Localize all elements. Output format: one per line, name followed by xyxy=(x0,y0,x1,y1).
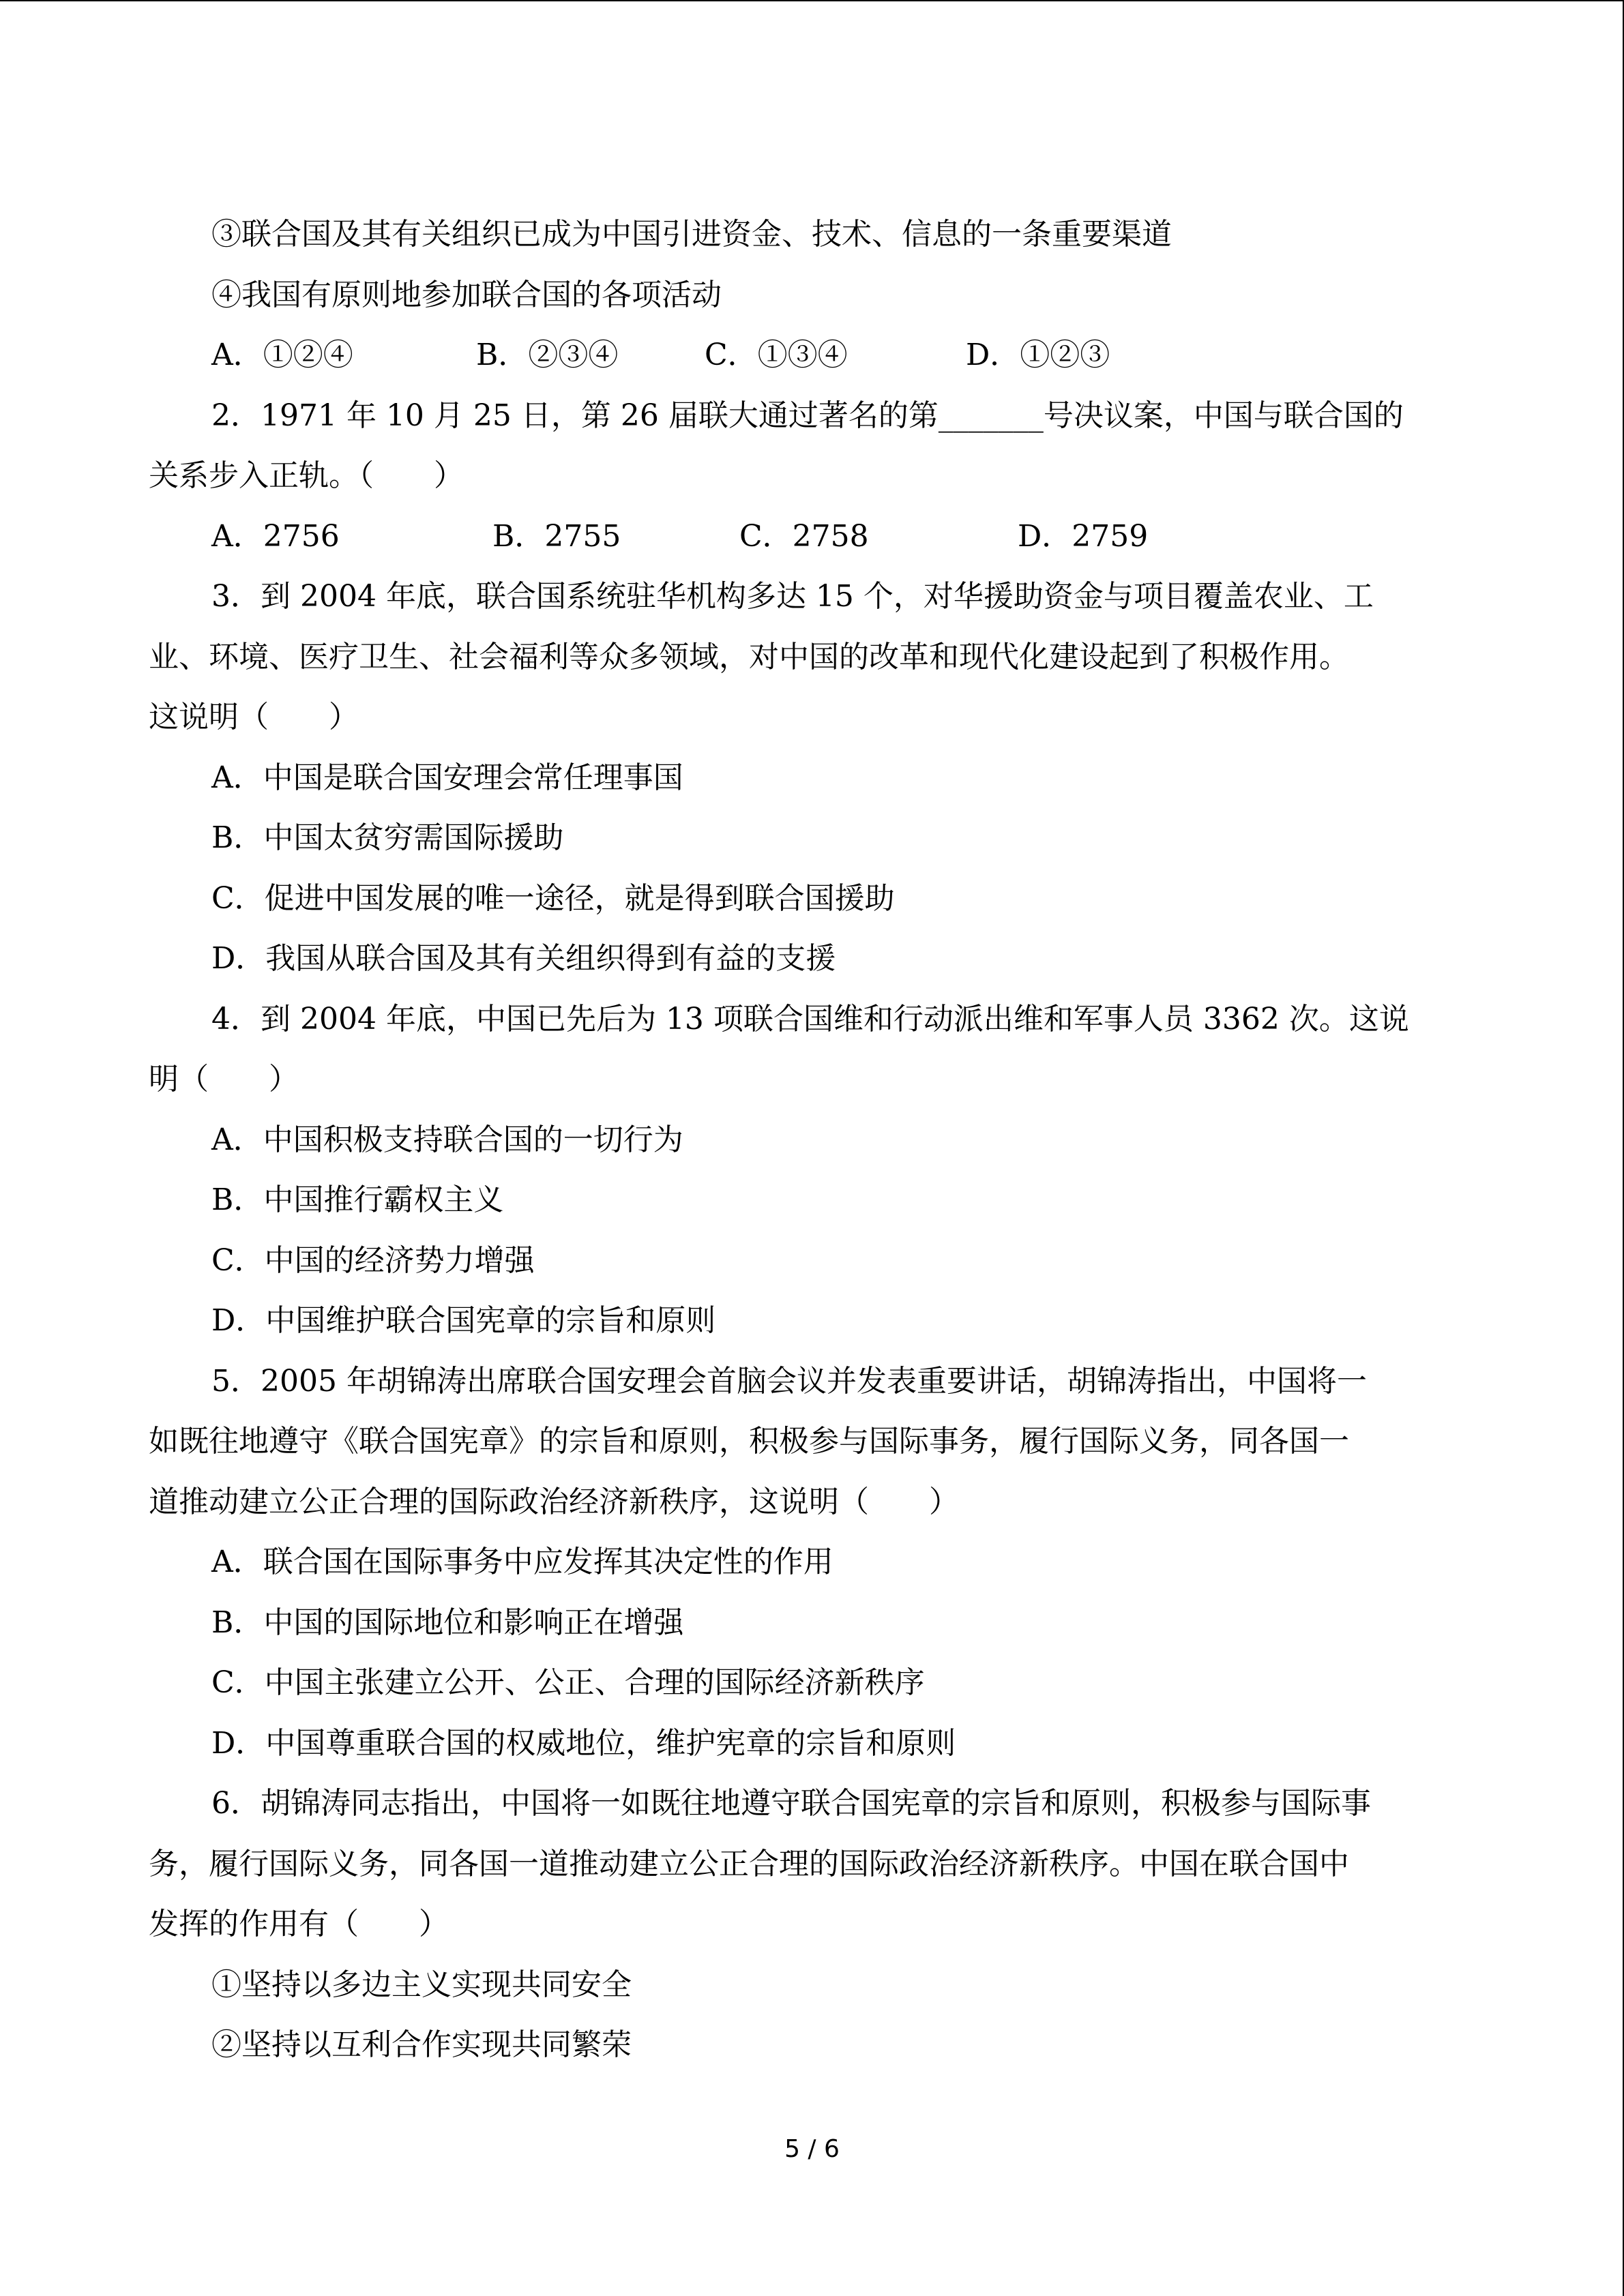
q5-stem-line1: 5．2005 年胡锦涛出席联合国安理会首脑会议并发表重要讲话，胡锦涛指出，中国将一 xyxy=(211,1363,1367,1399)
q4-stem-line1: 4．到 2004 年底，中国已先后为 13 项联合国维和行动派出维和军事人员 3362 次。这说 xyxy=(211,1001,1409,1037)
q3-option-a: A．中国是联合国安理会常任理事国 xyxy=(211,760,683,795)
q4-option-b: B．中国推行霸权主义 xyxy=(211,1182,504,1217)
q1-option-a: A．①②④ xyxy=(211,338,353,372)
q6-statement-1: ①坚持以多边主义实现共同安全 xyxy=(211,1967,632,2002)
q6-stem-line3: 发挥的作用有（ ） xyxy=(149,1907,449,1941)
q5-option-a: A．联合国在国际事务中应发挥其决定性的作用 xyxy=(211,1545,833,1579)
q3-option-b: B．中国太贫穷需国际援助 xyxy=(211,820,564,855)
q2-option-b: B．2755 xyxy=(492,518,621,554)
q5-option-d: D．中国尊重联合国的权威地位，维护宪章的宗旨和原则 xyxy=(211,1725,956,1761)
q4-option-c: C．中国的经济势力增强 xyxy=(211,1242,535,1278)
page-number: 5 / 6 xyxy=(784,2135,840,2163)
q2-stem-line1: 2．1971 年 10 月 25 日，第 26 届联大通过著名的第_______号决议案，中国与联合国的 xyxy=(211,398,1404,433)
q2-options xyxy=(149,507,1486,567)
q1-option-c: C．①③④ xyxy=(705,338,848,372)
q1-option-d: D．①②③ xyxy=(966,338,1110,372)
document-body xyxy=(149,205,1486,2076)
q4-option-a: A．中国积极支持联合国的一切行为 xyxy=(211,1122,683,1157)
q2-option-c: C．2758 xyxy=(739,518,869,554)
q5-stem-line2: 如既往地遵守《联合国宪章》的宗旨和原则，积极参与国际事务，履行国际义务，同各国一 xyxy=(149,1424,1349,1459)
q1-options xyxy=(149,325,1486,386)
q5-stem-line3: 道推动建立公正合理的国际政治经济新秩序，这说明（ ） xyxy=(149,1484,959,1519)
q3-stem-line2: 业、环境、医疗卫生、社会福利等众多领域，对中国的改革和现代化建设起到了积极作用。 xyxy=(149,639,1349,674)
q3-stem-line3: 这说明（ ） xyxy=(149,700,359,734)
statement-3: ③联合国及其有关组织已成为中国引进资金、技术、信息的一条重要渠道 xyxy=(211,217,1172,252)
q2-option-a: A．2756 xyxy=(211,518,340,554)
q3-option-c: C．促进中国发展的唯一途径，就是得到联合国援助 xyxy=(211,880,895,916)
q1-option-b: B．②③④ xyxy=(476,338,619,372)
q4-stem-line2: 明（ ） xyxy=(149,1062,299,1097)
q5-option-c: C．中国主张建立公开、公正、合理的国际经济新秩序 xyxy=(211,1665,925,1700)
q3-option-d: D．我国从联合国及其有关组织得到有益的支援 xyxy=(211,941,836,976)
statement-4: ④我国有原则地参加联合国的各项活动 xyxy=(211,277,722,312)
q6-stem-line2: 务，履行国际义务，同各国一道推动建立公正合理的国际政治经济新秩序。中国在联合国中 xyxy=(149,1846,1349,1881)
q6-stem-line1: 6．胡锦涛同志指出，中国将一如既往地遵守联合国宪章的宗旨和原则，积极参与国际事 xyxy=(211,1786,1371,1821)
q3-stem-line1: 3．到 2004 年底，联合国系统驻华机构多达 15 个，对华援助资金与项目覆盖农业、工 xyxy=(211,579,1374,614)
q6-statement-2: ②坚持以互利合作实现共同繁荣 xyxy=(211,2027,632,2062)
q2-stem-line2: 关系步入正轨。（ ） xyxy=(149,458,464,493)
q4-option-d: D．中国维护联合国宪章的宗旨和原则 xyxy=(211,1303,716,1338)
q2-option-d: D．2759 xyxy=(1018,518,1149,554)
q5-option-b: B．中国的国际地位和影响正在增强 xyxy=(211,1605,684,1640)
